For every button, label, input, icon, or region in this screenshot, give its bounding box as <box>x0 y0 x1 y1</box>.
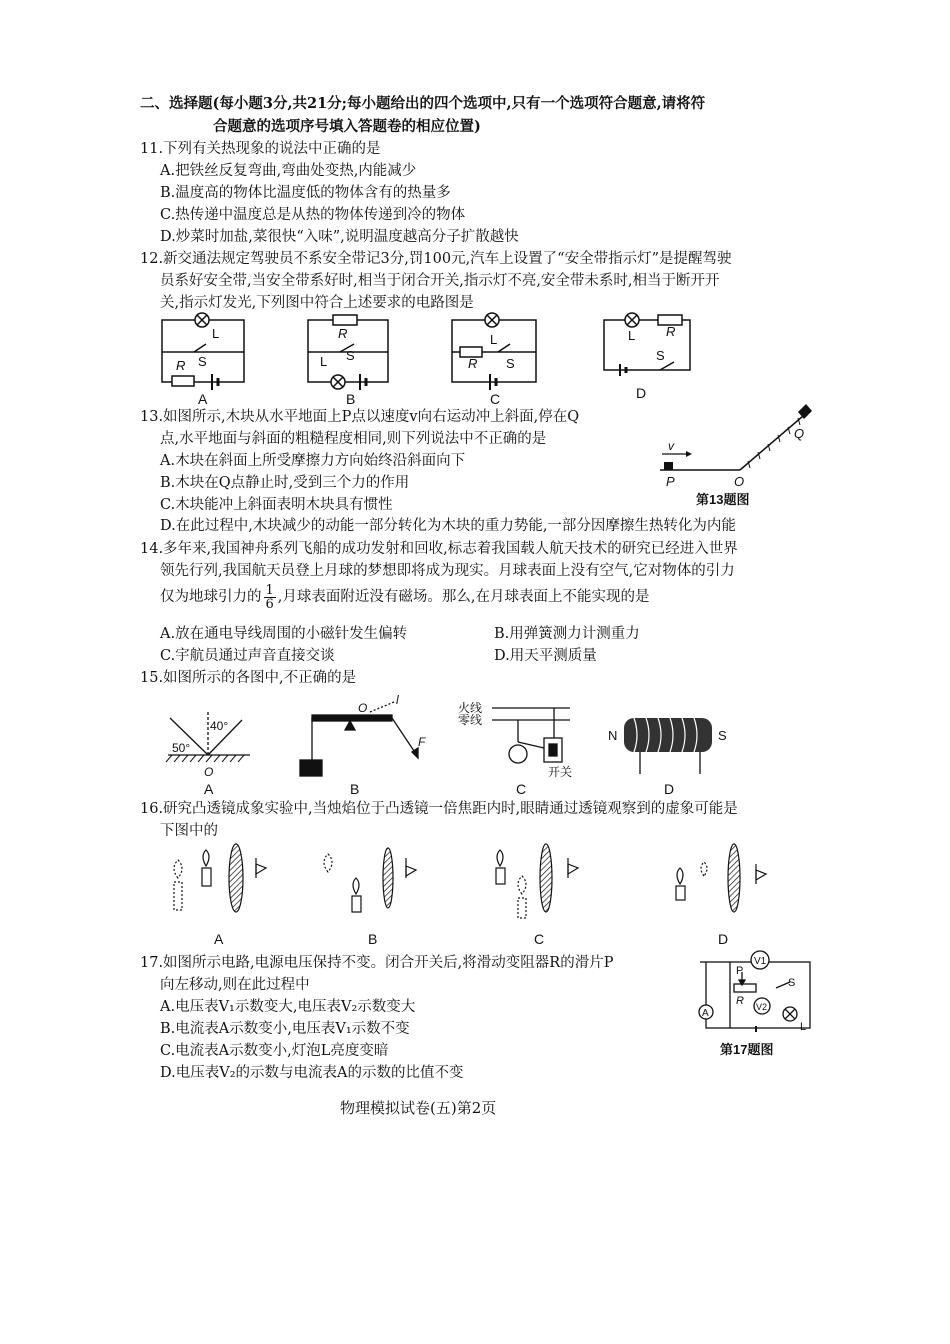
q17-V1: V1 <box>754 956 767 967</box>
q17-P: P <box>736 965 744 977</box>
q15-label-c: C <box>516 781 527 797</box>
q14-line3 <box>160 582 650 612</box>
q15-S-pole: S <box>718 728 727 743</box>
q15-label-d: D <box>664 781 675 797</box>
q12-a-L: L <box>212 326 220 341</box>
q15-neutral-wire: 零线 <box>458 713 483 727</box>
q15-b-l: l <box>396 693 399 707</box>
q13-option-d: D.在此过程中,木块减少的动能一部分转化为木块的重力势能,一部分因摩擦生热转化为内能 <box>160 518 736 534</box>
q15-fig-c <box>492 708 570 763</box>
q16-label-c: C <box>534 931 545 947</box>
q12-b-S: S <box>346 348 355 363</box>
q11-option-a: A.把铁丝反复弯曲,弯曲处变热,内能减少 <box>160 163 417 179</box>
q13-line2: 点,水平地面与斜面的粗糙程度相同,则下列说法中不正确的是 <box>160 431 547 447</box>
q11-option-c: C.热传递中温度总是从热的物体传递到冷的物体 <box>160 207 466 223</box>
q17-R: R <box>736 995 744 1007</box>
q15-figures <box>160 690 760 800</box>
q12-label-c: C <box>490 391 501 407</box>
q17-line2: 向左移动,则在此过程中 <box>160 977 310 993</box>
q12-line3: 关,指示灯发光,下列图中符合上述要求的电路图是 <box>160 295 474 311</box>
q15-deg40: 40° <box>210 719 229 733</box>
q16-label-d: D <box>718 931 729 947</box>
q15-N-pole: N <box>608 728 618 743</box>
q12-c-R: R <box>468 356 478 371</box>
q12-circuit-c <box>452 313 536 390</box>
q14-frac-den: 6 <box>265 596 274 612</box>
q13-option-b: B.木块在Q点静止时,受到三个力的作用 <box>160 475 410 491</box>
q16-label-a: A <box>214 931 224 947</box>
q12-d-R: R <box>666 324 676 339</box>
q12-circuit-a <box>162 313 244 390</box>
q13-option-a: A.木块在斜面上所受摩擦力方向始终沿斜面向下 <box>160 453 466 469</box>
q15-stem: 15.如图所示的各图中,不正确的是 <box>140 670 357 686</box>
q13-v-label: v <box>668 439 674 453</box>
q16-line1: 16.研究凸透镜成象实验中,当烛焰位于凸透镜一倍焦距内时,眼睛通过透镜观察到的虚象可能是 <box>140 801 738 817</box>
q15-fig-d <box>624 718 712 774</box>
q11-option-d: D.炒菜时加盐,菜很快“入味”,说明温度越高分子扩散越快 <box>160 229 519 245</box>
q14-frac-num: 1 <box>265 582 274 598</box>
q14-line3-end: ,月球表面附近没有磁场。那么,在月球表面上不能实现的是 <box>277 589 650 605</box>
q15-a-O: O <box>204 765 214 779</box>
q12-d-L: L <box>628 328 636 343</box>
q13-line1: 13.如图所示,木块从水平地面上P点以速度v向右运动冲上斜面,停在Q <box>140 409 580 425</box>
q11-stem: 11.下列有关热现象的说法中正确的是 <box>140 141 381 157</box>
q17-L: L <box>800 1021 807 1033</box>
q15-b-F: F <box>418 735 426 749</box>
q12-c-S: S <box>506 356 515 371</box>
q12-a-S: S <box>198 354 207 369</box>
q14-line3-start: 仅为地球引力的 <box>160 589 262 605</box>
q12-c-L: L <box>490 332 498 347</box>
q13-O-label: O <box>734 474 745 489</box>
q14-option-c: C.宇航员通过声音直接交谈 <box>160 648 335 664</box>
q12-label-b: B <box>346 391 356 407</box>
q12-circuit-d <box>604 313 690 376</box>
q14-option-d: D.用天平测质量 <box>494 648 597 664</box>
q13-Q-label: Q <box>794 426 805 441</box>
q15-deg50: 50° <box>172 741 191 755</box>
q14-option-a: A.放在通电导线周围的小磁针发生偏转 <box>160 626 408 642</box>
section-header-line1: 二、选择题(每小题3分,共21分;每小题给出的四个选项中,只有一个选项符合题意,请将符 <box>140 95 706 112</box>
q16-fig-c <box>496 844 578 918</box>
q15-b-O: O <box>358 701 368 715</box>
q13-P-label: P <box>666 474 675 489</box>
q15-label-b: B <box>350 781 360 797</box>
q14-line2: 领先行列,我国航天员登上月球的梦想即将成为现实。月球表面上没有空气,它对物体的引力 <box>160 563 735 579</box>
q13-figure-caption: 第13题图 <box>696 492 750 507</box>
q17-A-meter: A <box>702 1008 709 1019</box>
q12-b-R: R <box>338 326 348 341</box>
q12-label-d: D <box>636 385 647 401</box>
q12-b-L: L <box>320 354 328 369</box>
q14-fraction <box>264 584 276 611</box>
q16-fig-a <box>174 844 266 912</box>
q16-label-b: B <box>368 931 378 947</box>
q17-figure <box>690 940 830 1065</box>
q16-fig-b <box>324 848 416 912</box>
q17-option-c: C.电流表A示数变小,灯泡L亮度变暗 <box>160 1043 389 1059</box>
q11-option-b: B.温度高的物体比温度低的物体含有的热量多 <box>160 185 451 201</box>
q17-S: S <box>788 977 796 989</box>
q14-line1: 14.多年来,我国神舟系列飞船的成功发射和回收,标志着我国载人航天技术的研究已经进入世界 <box>140 541 738 557</box>
q12-line1: 12.新交通法规定驾驶员不系安全带记3分,罚100元,汽车上设置了“安全带指示灯”是提醒驾驶 <box>140 251 732 267</box>
q17-option-b: B.电流表A示数变小,电压表V₁示数不变 <box>160 1021 410 1037</box>
q17-V2: V2 <box>756 1002 768 1012</box>
page-footer: 物理模拟试卷(五)第2页 <box>340 1099 497 1117</box>
q12-d-S: S <box>656 348 665 363</box>
q12-circuit-figures <box>150 308 710 408</box>
q12-a-R: R <box>176 358 186 373</box>
q17-option-a: A.电压表V₁示数变大,电压表V₂示数变大 <box>160 999 416 1015</box>
q15-switch-label: 开关 <box>548 765 573 779</box>
section-header-line2: 合题意的选项序号填入答题卷的相应位置) <box>213 118 481 135</box>
q17-option-d: D.电压表V₂的示数与电流表A的示数的比值不变 <box>160 1065 464 1081</box>
q12-line2: 员系好安全带,当安全带系好时,相当于闭合开关,指示灯不亮,安全带未系时,相当于断开开 <box>160 273 720 289</box>
q16-line2: 下图中的 <box>160 823 218 839</box>
q16-figures <box>160 838 800 948</box>
q14-option-b: B.用弹簧测力计测重力 <box>494 626 640 642</box>
q16-fig-d <box>676 844 766 912</box>
q17-figure-caption: 第17题图 <box>720 1042 774 1057</box>
q15-label-a: A <box>204 781 214 797</box>
q13-figure <box>650 400 820 510</box>
q15-live-wire: 火线 <box>458 701 483 715</box>
q12-label-a: A <box>198 391 208 407</box>
q13-option-c: C.木块能冲上斜面表明木块具有惯性 <box>160 497 393 513</box>
q17-line1: 17.如图所示电路,电源电压保持不变。闭合开关后,将滑动变阻器R的滑片P <box>140 955 614 971</box>
